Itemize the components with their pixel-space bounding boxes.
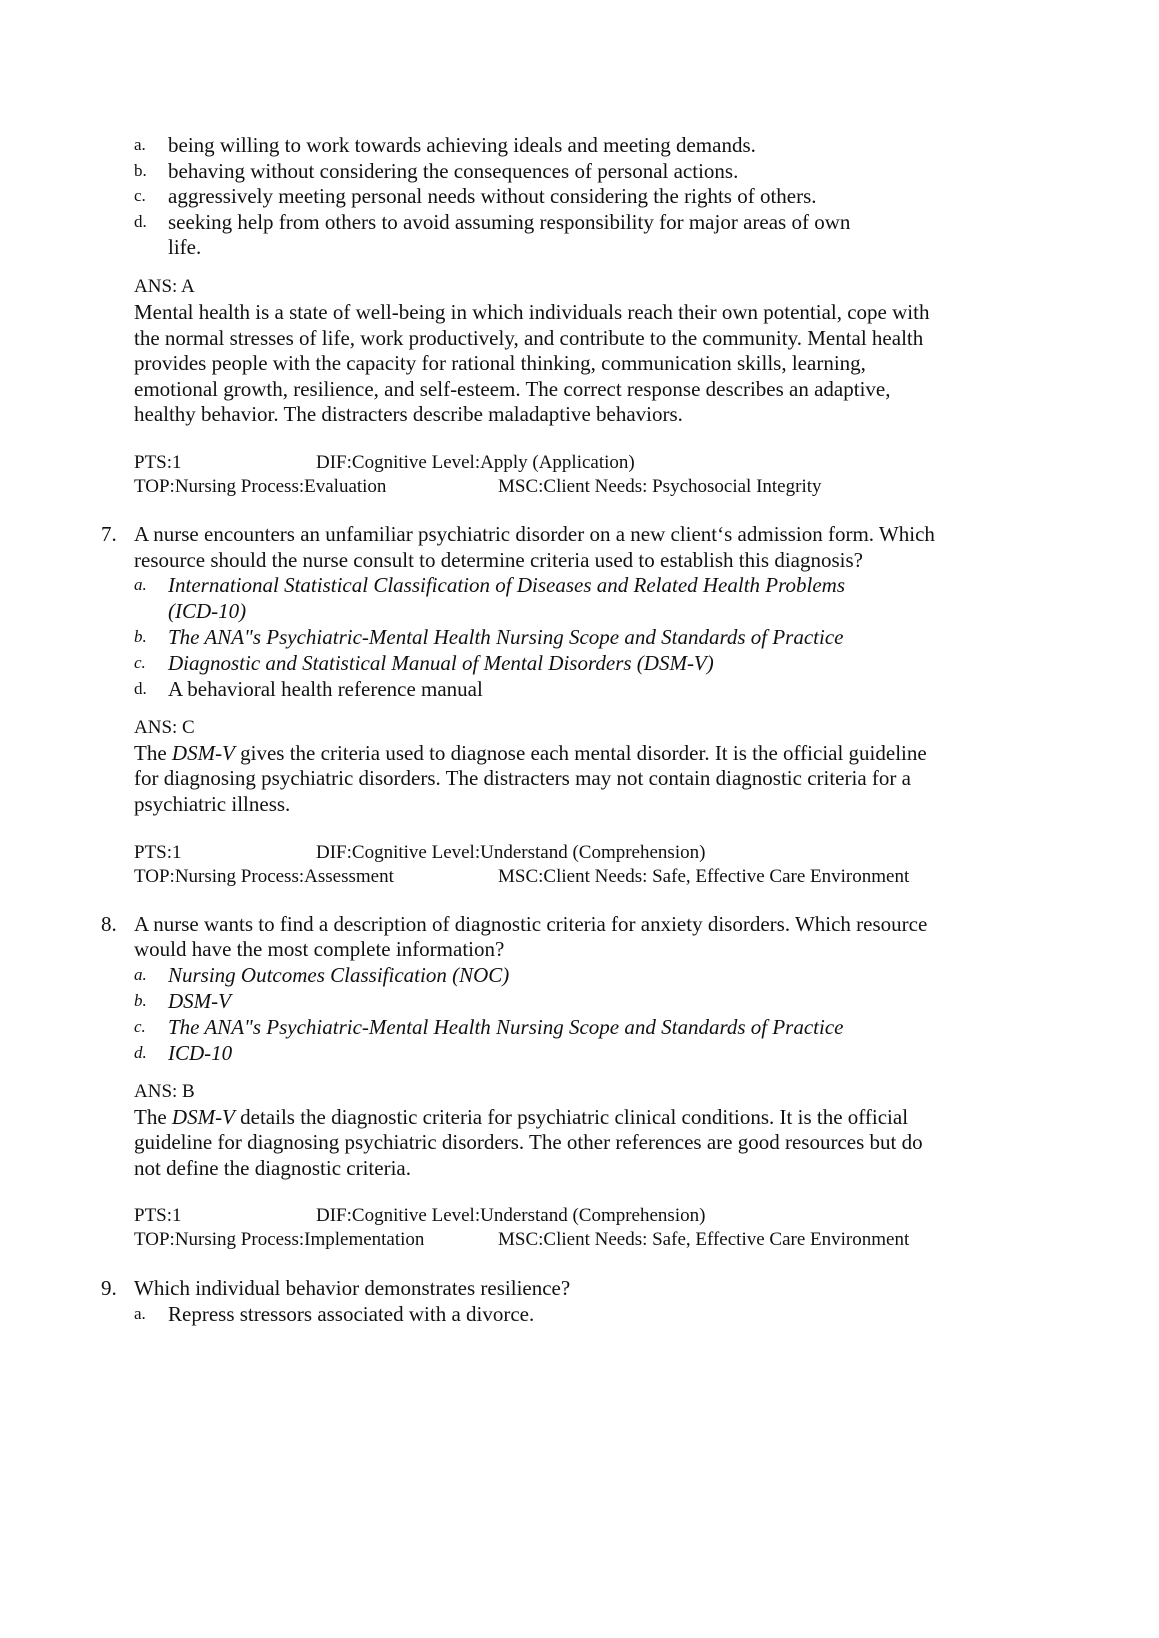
q6-rationale-line: provides people with the capacity for rational thinking, communication skills, learning,	[134, 351, 866, 375]
q6-option-a-letter: a.	[134, 135, 146, 154]
q8-answer: ANS: B	[134, 1081, 195, 1102]
q7-number: 7.	[101, 522, 117, 546]
q8-stem-line: would have the most complete information?	[134, 937, 505, 961]
q7-stem-line: resource should the nurse consult to determine criteria used to establish this diagnosis?	[134, 548, 863, 572]
q9-stem-line: Which individual behavior demonstrates resilience?	[134, 1276, 571, 1300]
q7-pts: PTS:1	[134, 842, 182, 863]
q6-msc: MSC:Client Needs: Psychosocial Integrity	[498, 476, 822, 497]
q8-option-a-text: Nursing Outcomes Classification (NOC)	[168, 963, 510, 987]
q7-answer: ANS: C	[134, 717, 195, 738]
q7-rationale-line: psychiatric illness.	[134, 792, 291, 816]
q8-option-d-letter: d.	[134, 1043, 147, 1062]
q8-option-a-letter: a.	[134, 965, 147, 984]
q9-number: 9.	[101, 1276, 117, 1300]
q8-option-d-text: ICD-10	[168, 1041, 233, 1065]
q6-top: TOP:Nursing Process:Evaluation	[134, 476, 387, 497]
q8-msc: MSC:Client Needs: Safe, Effective Care Environment	[498, 1229, 910, 1250]
q6-option-a-text: being willing to work towards achieving ideals and meeting demands.	[168, 133, 756, 157]
q7-option-c-letter: c.	[134, 653, 146, 672]
q9-option-a-text: Repress stressors associated with a divorce.	[168, 1302, 535, 1326]
q6-rationale-line: the normal stresses of life, work productively, and contribute to the community. Mental health	[134, 326, 924, 350]
q7-option-a-letter: a.	[134, 575, 147, 594]
q8-number: 8.	[101, 912, 117, 936]
q7-top: TOP:Nursing Process:Assessment	[134, 866, 394, 887]
q7-option-c-text: Diagnostic and Statistical Manual of Mental Disorders (DSM-V)	[168, 651, 714, 675]
q8-rationale-pre: The	[134, 1105, 172, 1129]
q7-dif: DIF:Cognitive Level:Understand (Comprehension)	[316, 842, 706, 863]
q7-rationale-line: for diagnosing psychiatric disorders. The distracters may not contain diagnostic criteria for a	[134, 766, 911, 790]
q6-dif: DIF:Cognitive Level:Apply (Application)	[316, 452, 635, 473]
q9-option-a-letter: a.	[134, 1304, 146, 1323]
q7-option-d-text: A behavioral health reference manual	[168, 677, 483, 701]
q6-option-d-letter: d.	[134, 212, 147, 231]
q8-dif: DIF:Cognitive Level:Understand (Comprehension)	[316, 1205, 706, 1226]
q7-option-a-text-cont: (ICD-10)	[168, 599, 247, 623]
q8-option-b-text: DSM-V	[168, 989, 231, 1013]
q7-stem-line: A nurse encounters an unfamiliar psychiatric disorder on a new client‘s admission form. Which	[134, 522, 935, 546]
q8-rationale-first-line	[134, 1104, 908, 1130]
q7-rationale-first-line	[134, 740, 927, 766]
q7-rationale-post: gives the criteria used to diagnose each mental disorder. It is the official guideline	[234, 741, 927, 765]
q6-pts: PTS:1	[134, 452, 182, 473]
q7-rationale-italic: DSM-V	[171, 741, 235, 765]
q8-rationale-line: not define the diagnostic criteria.	[134, 1156, 411, 1180]
q6-option-c-letter: c.	[134, 186, 146, 205]
q6-option-b-letter: b.	[134, 161, 147, 180]
q7-msc: MSC:Client Needs: Safe, Effective Care Environment	[498, 866, 910, 887]
q8-option-b-letter: b.	[134, 991, 147, 1010]
q6-option-c-text: aggressively meeting personal needs without considering the rights of others.	[168, 184, 817, 208]
q7-option-a-text: International Statistical Classification of Diseases and Related Health Problems	[168, 573, 846, 597]
q8-option-c-text: The ANA"s Psychiatric-Mental Health Nursing Scope and Standards of Practice	[168, 1015, 844, 1039]
q7-option-b-text: The ANA"s Psychiatric-Mental Health Nursing Scope and Standards of Practice	[168, 625, 844, 649]
q8-rationale-italic: DSM-V	[171, 1105, 235, 1129]
q8-rationale-post: details the diagnostic criteria for psychiatric clinical conditions. It is the official	[234, 1105, 909, 1129]
q7-option-d-letter: d.	[134, 679, 147, 698]
q8-option-c-letter: c.	[134, 1017, 146, 1036]
q7-rationale-pre: The	[134, 741, 172, 765]
q8-rationale-line: guideline for diagnosing psychiatric disorders. The other references are good resources but do	[134, 1130, 923, 1154]
q6-rationale-line: emotional growth, resilience, and self-esteem. The correct response describes an adaptive,	[134, 377, 891, 401]
q8-stem-line: A nurse wants to find a description of diagnostic criteria for anxiety disorders. Which resource	[134, 912, 928, 936]
q7-option-b-letter: b.	[134, 627, 147, 646]
q8-pts: PTS:1	[134, 1205, 182, 1226]
q6-option-b-text: behaving without considering the consequences of personal actions.	[168, 159, 739, 183]
q6-rationale-line: healthy behavior. The distracters describe maladaptive behaviors.	[134, 402, 683, 426]
q6-option-d-text: seeking help from others to avoid assuming responsibility for major areas of own	[168, 210, 851, 234]
q6-rationale-line: Mental health is a state of well-being in which individuals reach their own potential, cope with	[134, 300, 930, 324]
q6-option-d-text-cont: life.	[168, 235, 202, 259]
q8-top: TOP:Nursing Process:Implementation	[134, 1229, 425, 1250]
q6-answer: ANS: A	[134, 276, 195, 297]
